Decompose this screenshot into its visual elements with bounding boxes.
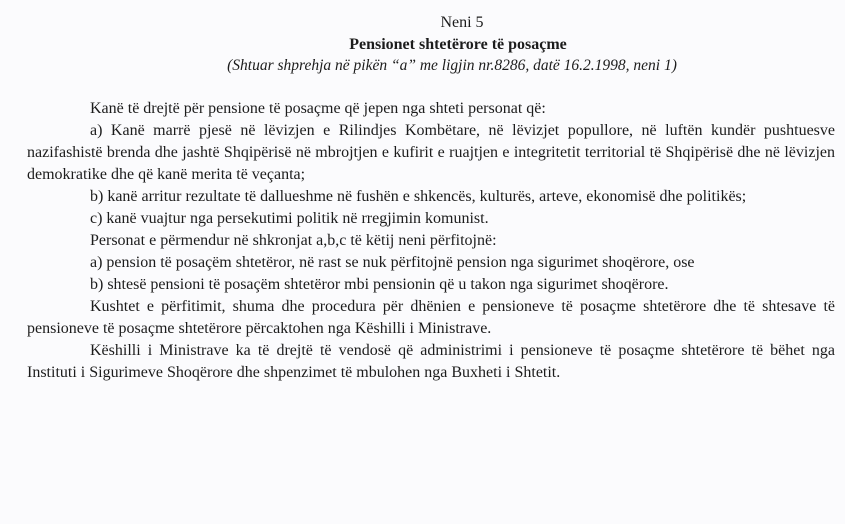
paragraph-benefit-b: b) shtesë pensioni të posaçëm shtetëror mbi pensionin që u takon nga sigurimet shoqërore. bbox=[90, 276, 669, 293]
paragraph-point-a: a) Kanë marrë pjesë në lëvizjen e Rilindjes Kombëtare, në lëvizjet popullore, në luftën kundër pushtuesve nazifashistë brenda dhe jashtë Shqipërisë në mbrojtjen e kufirit e ruajtjen e integritetit territorial të Shqipërisë dhe në lëvizjen demokratike dhe që kanë merita të veçanta; bbox=[27, 122, 835, 183]
article-body bbox=[27, 98, 835, 384]
article-title: Pensionet shtetërore të posaçme bbox=[349, 36, 567, 53]
paragraph-beneficiaries: Personat e përmendur në shkronjat a,b,c të këtij neni përfitojnë: bbox=[90, 232, 497, 249]
paragraph-conditions: Kushtet e përfitimit, shuma dhe procedura për dhënien e pensioneve të posaçme shtetërore dhe të shtesave të pensioneve të posaçme shtetërore përcaktohen nga Këshilli i Ministrave. bbox=[27, 298, 835, 337]
amendment-note: (Shtuar shprehja në pikën “a” me ligjin nr.8286, datë 16.2.1998, neni 1) bbox=[227, 57, 677, 74]
paragraph-point-b: b) kanë arritur rezultate të dallueshme në fushën e shkencës, kulturës, arteve, ekonomisë dhe politikës; bbox=[90, 188, 747, 205]
paragraph-benefit-a: a) pension të posaçëm shtetëror, në rast se nuk përfitojnë pension nga sigurimet shoqërore, ose bbox=[90, 254, 695, 271]
paragraph-point-c: c) kanë vuajtur nga persekutimi politik në rregjimin komunist. bbox=[90, 210, 489, 227]
paragraph-administration: Këshilli i Ministrave ka të drejtë të vendosë që administrimi i pensioneve të posaçme shtetërore të bëhet nga Instituti i Sigurimeve Shoqërore dhe shpenzimet të mbulohen nga Buxheti i Shtetit. bbox=[27, 342, 835, 381]
article-heading bbox=[27, 12, 833, 77]
paragraph-intro: Kanë të drejtë për pensione të posaçme që jepen nga shteti personat që: bbox=[90, 100, 546, 117]
article-number: Neni 5 bbox=[440, 14, 484, 31]
